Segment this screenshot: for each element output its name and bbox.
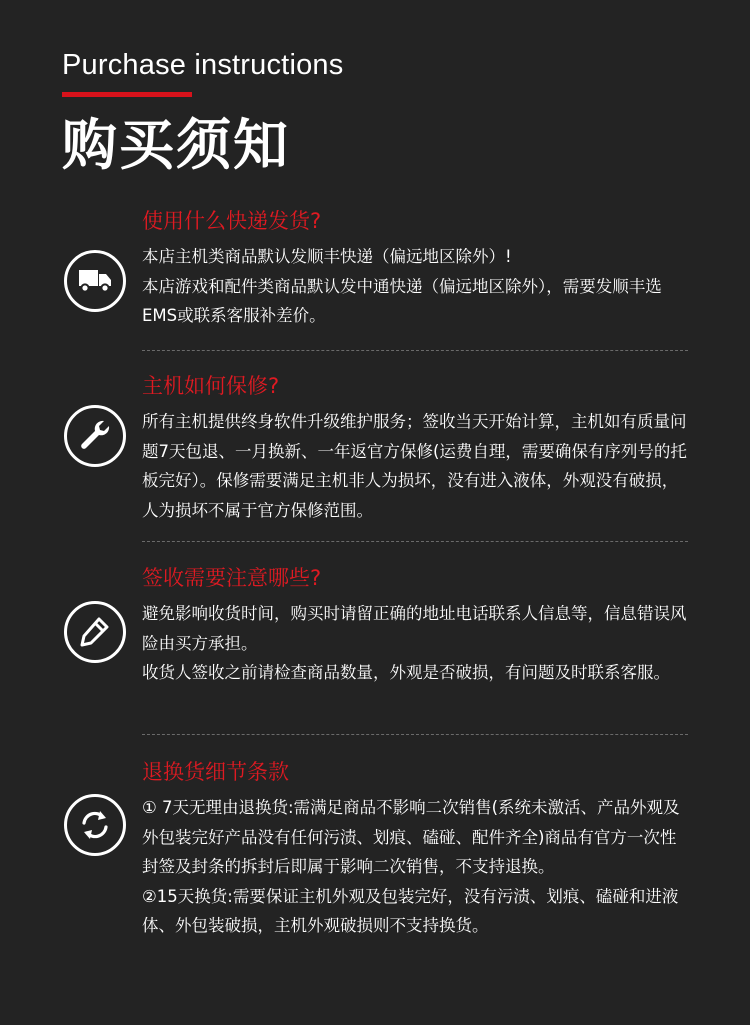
exchange-arrows-icon <box>64 794 126 856</box>
section-paragraph: ②15天换货:需要保证主机外观及包装完好，没有污渍、划痕、磕碰和进液体、外包装破损，主机外观破损则不支持换货。 <box>142 886 679 935</box>
section-paragraph: 本店游戏和配件类商品默认发中通快递（偏远地区除外），需要发顺丰选EMS或联系客服补差价。 <box>142 276 662 325</box>
section-body <box>142 599 688 688</box>
page-subtitle: Purchase instructions <box>62 49 344 81</box>
wrench-icon <box>64 405 126 467</box>
section-paragraph: 收货人签收之前请检查商品数量，外观是否破损，有问题及时联系客服。 <box>142 663 670 682</box>
divider <box>142 734 688 735</box>
header <box>62 46 343 177</box>
delivery-truck-icon <box>64 250 126 312</box>
section-paragraph: ① 7天无理由退换货:需满足商品不影响二次销售(系统未激活、产品外观及外包装完好产品没有任何污渍、划痕、磕碰、配件齐全)商品有官方一次性封签及封条的拆封后即属于影响二次销售，不支持退换。 <box>142 798 680 876</box>
section-body <box>142 242 688 331</box>
accent-bar <box>62 92 192 97</box>
pencil-icon <box>64 601 126 663</box>
section-body <box>142 793 688 941</box>
divider <box>142 541 688 542</box>
section-paragraph: 避免影响收货时间，购买时请留正确的地址电话联系人信息等，信息错误风险由买方承担。 <box>142 604 687 653</box>
section-paragraph: 所有主机提供终身软件升级维护服务；签收当天开始计算，主机如有质量问题7天包退、一月换新、一年返官方保修(运费自理，需要确保有序列号的托板完好）。保修需要满足主机非人为损坏，没有进入液体，外观没有破损，人为损坏不属于官方保修范围。 <box>142 412 687 520</box>
page-title: 购买须知 <box>62 113 291 177</box>
section-title: 主机如何保修? <box>142 374 280 398</box>
divider <box>142 350 688 351</box>
section-title: 退换货细节条款 <box>142 760 289 784</box>
section-body <box>142 407 688 525</box>
section-paragraph: 本店主机类商品默认发顺丰快递（偏远地区除外）! <box>142 247 512 266</box>
section-title: 签收需要注意哪些? <box>142 566 322 590</box>
section-title: 使用什么快递发货? <box>142 209 322 233</box>
